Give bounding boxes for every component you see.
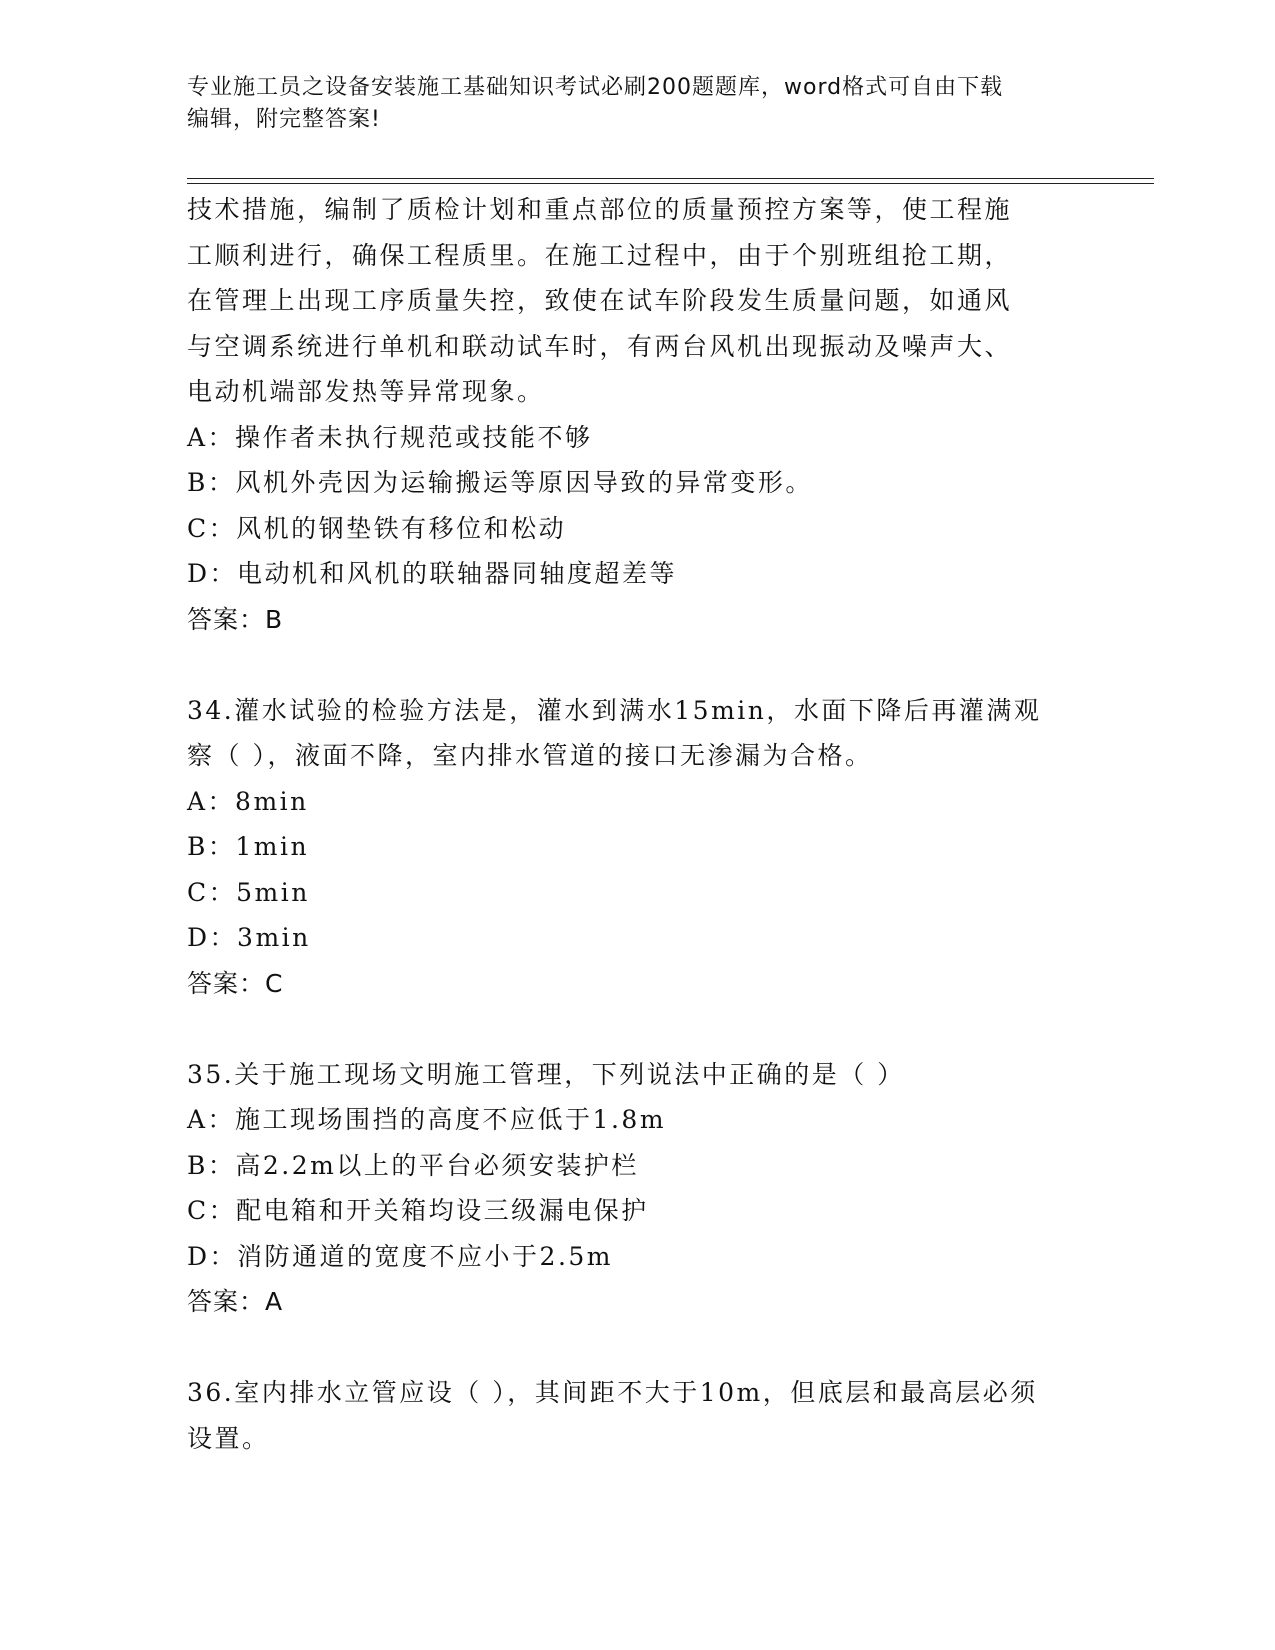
spacer: [187, 1006, 1087, 1052]
question-stem-line: 工顺利进行，确保工程质里。在施工过程中，由于个别班组抢工期，: [187, 240, 1013, 270]
option-b: B：风机外壳因为运输搬运等原因导致的异常变形。: [187, 468, 813, 497]
answer-line: 答案：A: [187, 1287, 284, 1316]
option-a: A：施工现场围挡的高度不应低于1.8m: [187, 1105, 667, 1134]
answer-line: 答案：C: [187, 968, 284, 998]
question-stem-line: 35.关于施工现场文明施工管理，下列说法中正确的是（ ）: [187, 1059, 905, 1089]
option-c: C：配电箱和开关箱均设三级漏电保护: [187, 1196, 649, 1225]
question-stem-line: 技术措施，编制了质检计划和重点部位的质量预控方案等，使工程施: [187, 195, 1013, 224]
spacer: [187, 642, 1087, 688]
option-b: B：1min: [187, 832, 310, 861]
option-a: A：8min: [187, 786, 309, 816]
question-35: [187, 1052, 1087, 1325]
question-stem-line: 36.室内排水立管应设（ ），其间距不大于10m，但底层和最高层必须: [187, 1378, 1038, 1407]
option-b: B：高2.2m以上的平台必须安装护栏: [187, 1150, 639, 1180]
header-line-1: 专业施工员之设备安装施工基础知识考试必刷200题题库，word格式可自由下载: [187, 75, 1004, 100]
question-stem-line: 在管理上出现工序质量失控，致使在试车阶段发生质量问题，如通风: [187, 286, 1013, 315]
page-header: [187, 72, 1087, 136]
question-stem-line: 34.灌水试验的检验方法是，灌水到满水15min，水面下降后再灌满观: [187, 695, 1042, 725]
answer-line: 答案：B: [187, 604, 284, 634]
spacer: [187, 1325, 1087, 1371]
option-d: D：3min: [187, 923, 311, 952]
question-36: [187, 1370, 1087, 1461]
document-body: [187, 187, 1087, 1461]
header-rule-bottom: [187, 183, 1154, 184]
question-33: [187, 187, 1087, 642]
option-d: D：消防通道的宽度不应小于2.5m: [187, 1241, 614, 1271]
question-stem-line: 电动机端部发热等异常现象。: [187, 377, 545, 406]
option-a: A：操作者未执行规范或技能不够: [187, 422, 593, 452]
header-rule-top: [187, 178, 1154, 179]
question-34: [187, 688, 1087, 1007]
option-c: C：风机的钢垫铁有移位和松动: [187, 513, 567, 543]
header-line-2: 编辑，附完整答案!: [187, 107, 381, 132]
question-stem-line: 与空调系统进行单机和联动试车时，有两台风机出现振动及噪声大、: [187, 331, 1013, 361]
question-stem-line: 察（ ），液面不降，室内排水管道的接口无渗漏为合格。: [187, 741, 873, 770]
question-stem-line: 设置。: [187, 1423, 270, 1453]
option-c: C：5min: [187, 877, 310, 907]
option-d: D：电动机和风机的联轴器同轴度超差等: [187, 559, 678, 588]
